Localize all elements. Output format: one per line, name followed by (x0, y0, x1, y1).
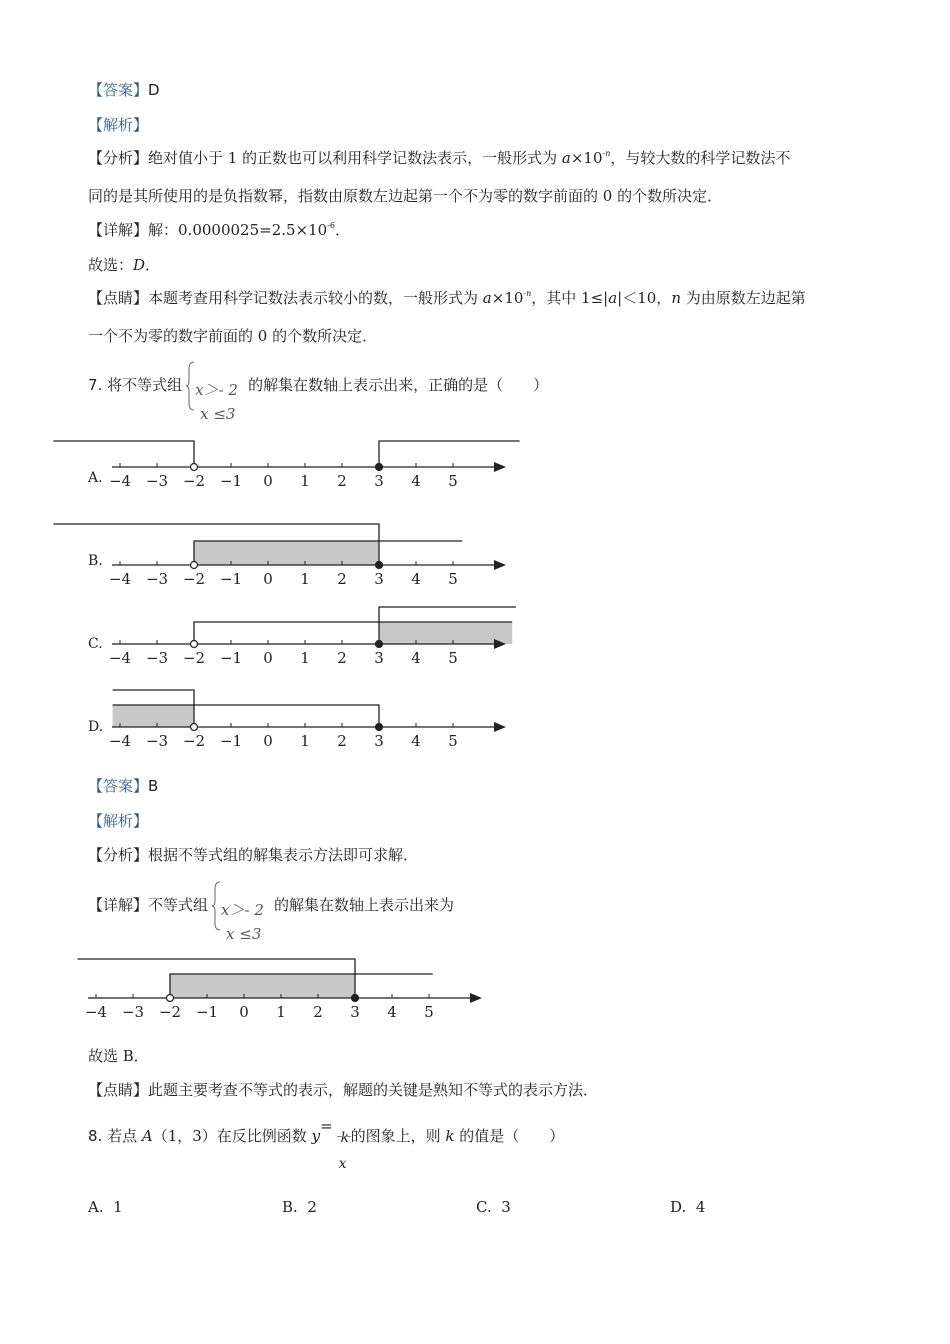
tick-label: −3 (121, 1003, 145, 1021)
closed-endpoint (376, 562, 383, 569)
tick-label: −1 (219, 570, 243, 588)
dianjing-tag: 【点睛】 (88, 289, 149, 307)
axis-arrow-icon (494, 560, 506, 570)
q7-guxuan-line: 故选 B． (88, 1047, 149, 1065)
inequality-2: x ≤3 (200, 405, 236, 423)
tick-label: 5 (448, 649, 458, 667)
option-value: 1 (113, 1198, 123, 1216)
tick-label: 1 (300, 570, 310, 588)
tick-label: 0 (263, 570, 273, 588)
q6-fenxi-line2: 同的是其所使用的是负指数幂，指数由原数左边起第一个不为零的数字前面的 0 的个数所决定． (88, 187, 723, 205)
question-number: 8. (88, 1127, 103, 1145)
period: ． (145, 256, 161, 274)
tick-label: −4 (108, 649, 132, 667)
tick-label: −2 (182, 570, 206, 588)
var-n: n (671, 289, 681, 307)
stem-text: （1，3）在反比例函数 (152, 1127, 312, 1145)
q8-option-b[interactable] (282, 1198, 317, 1216)
fenxi-tag: 【分析】 (88, 846, 149, 864)
tick-label: 1 (276, 1003, 286, 1021)
tick-label: 4 (411, 472, 421, 490)
option-d-label[interactable]: D. (88, 719, 104, 735)
tick-label: 0 (263, 732, 273, 750)
fenxi-text: 绝对值小于 1 的正数也可以利用科学记数法表示，一般形式为 (148, 149, 562, 167)
var-a: a (561, 149, 571, 167)
tick-label: −2 (182, 649, 206, 667)
tick-label: 4 (411, 570, 421, 588)
fenxi-tag: 【分析】 (88, 149, 149, 167)
var-a: a (608, 289, 618, 307)
dianjing-text: |＜10， (617, 289, 672, 307)
closed-endpoint (352, 995, 359, 1002)
fraction-numerator: k (340, 1130, 350, 1146)
q6-dianjing-line2: 一个不为零的数字前面的 0 的个数所决定． (88, 327, 378, 345)
tick-label: −2 (182, 732, 206, 750)
shaded-region (170, 974, 355, 998)
tick-label: 5 (448, 732, 458, 750)
tick-label: 1 (300, 732, 310, 750)
q8-stem (88, 1112, 565, 1172)
open-endpoint (191, 641, 198, 648)
option-value: 2 (307, 1198, 317, 1216)
q8-option-c[interactable] (476, 1198, 511, 1216)
answer-value: B (148, 777, 159, 795)
dianjing-text: 此题主要考查不等式的表示，解题的关键是熟知不等式的表示方法． (148, 1081, 599, 1099)
tick-label: −2 (158, 1003, 182, 1021)
closed-endpoint (376, 464, 383, 471)
tick-label: −4 (108, 570, 132, 588)
tick-label: 2 (337, 732, 347, 750)
q7-fenxi-line (88, 845, 418, 865)
open-endpoint (191, 562, 198, 569)
q8-option-d[interactable] (670, 1198, 705, 1216)
xiangjie-text: 的解集在数轴上表示出来为 (274, 896, 455, 914)
tick-label: 2 (313, 1003, 323, 1021)
number-line-b[interactable] (100, 513, 520, 588)
closed-endpoint (376, 724, 383, 731)
stem-text: 的图象上，则 (350, 1127, 446, 1145)
q7-analysis-tag: 【解析】 (88, 812, 149, 830)
tick-label: 3 (374, 649, 384, 667)
var-y: y (311, 1127, 321, 1145)
period: ． (335, 221, 351, 239)
q6-fenxi-line1 (88, 148, 790, 168)
shaded-region (379, 622, 512, 644)
guxuan-value: D (133, 256, 146, 274)
axis-arrow-icon (494, 722, 506, 732)
stem-text: 将不等式组 (107, 376, 183, 394)
xiangjie-tag: 【详解】 (88, 896, 149, 914)
q8-option-a[interactable] (88, 1198, 123, 1216)
xiangjie-text: 不等式组 (148, 896, 209, 914)
equals-sign: = (320, 1117, 333, 1135)
tick-label: 2 (337, 570, 347, 588)
tick-label: −2 (182, 472, 206, 490)
tick-label: 4 (411, 732, 421, 750)
tick-label: 4 (411, 649, 421, 667)
tick-label: 3 (350, 1003, 360, 1021)
option-label: B. (282, 1198, 298, 1216)
dianjing-text: 本题考查用科学记数法表示较小的数，一般形式为 (148, 289, 483, 307)
dianjing-text: 为由原数左边起第 (680, 289, 806, 307)
fenxi-text: 根据不等式组的解集表示方法即可求解． (148, 846, 419, 864)
option-b-label[interactable]: B. (88, 553, 103, 569)
tick-label: 2 (337, 472, 347, 490)
option-a-label[interactable]: A. (88, 470, 103, 486)
q7-answer-line (88, 776, 158, 796)
q6-guxuan-line (88, 255, 160, 275)
xiangjie-tag: 【详解】 (88, 221, 149, 239)
fraction (333, 1114, 351, 1172)
tick-label: 4 (387, 1003, 397, 1021)
fenxi-text: ，与较大数的科学记数法不 (610, 149, 791, 167)
fraction-bar (337, 1136, 351, 1137)
q6-dianjing-line1 (88, 288, 806, 308)
inequality-2: x ≤3 (226, 925, 262, 943)
tick-label: 5 (424, 1003, 434, 1021)
guxuan-text: 故选： (88, 256, 134, 274)
tick-label: 0 (263, 649, 273, 667)
tick-label: −4 (108, 472, 132, 490)
axis-arrow-icon (494, 462, 506, 472)
fraction-denominator: x (338, 1156, 347, 1172)
q6-xiangjie-line (88, 220, 350, 240)
tick-label: 1 (300, 472, 310, 490)
tick-label: 1 (300, 649, 310, 667)
stem-text: 若点 (107, 1127, 142, 1145)
solution-number-line (76, 950, 496, 1026)
tick-label: 0 (263, 472, 273, 490)
tick-label: −4 (108, 732, 132, 750)
option-value: 4 (695, 1198, 706, 1216)
tick-label: −3 (145, 570, 169, 588)
option-c-label[interactable]: C. (88, 636, 103, 652)
tick-label: −3 (145, 732, 169, 750)
exponent: -6 (327, 221, 336, 230)
q7-xiangjie-line (88, 878, 455, 943)
xiangjie-text: 解：0.0000025=2.5×10 (148, 221, 328, 239)
var-a: a (482, 289, 492, 307)
answer-tag: 【答案】 (88, 777, 149, 795)
axis-arrow-icon (470, 993, 482, 1003)
q6-analysis-tag: 【解析】 (88, 116, 149, 134)
open-endpoint (191, 464, 198, 471)
number-line-d[interactable] (100, 679, 520, 750)
option-label: C. (476, 1198, 492, 1216)
dianjing-text: ，其中 1≤| (531, 289, 609, 307)
question-number: 7. (88, 376, 103, 394)
tick-label: −1 (219, 472, 243, 490)
exponent: -n (523, 289, 532, 298)
number-line-a[interactable] (100, 430, 520, 494)
option-label: A. (88, 1198, 104, 1216)
q7-dianjing-line (88, 1080, 598, 1100)
exponent: -n (602, 149, 611, 158)
tick-label: 5 (448, 472, 458, 490)
q7-stem (88, 358, 549, 423)
number-line-c[interactable] (100, 596, 520, 667)
point-a: A (141, 1127, 153, 1145)
tick-label: 3 (374, 472, 384, 490)
open-endpoint (167, 995, 174, 1002)
shaded-region (113, 705, 194, 727)
dianjing-tag: 【点睛】 (88, 1081, 149, 1099)
tick-label: −1 (219, 649, 243, 667)
option-label: D. (670, 1198, 687, 1216)
solution-bracket (379, 441, 520, 467)
solution-bracket (53, 441, 194, 467)
times-ten: ×10 (570, 149, 603, 167)
tick-label: −1 (219, 732, 243, 750)
inequality-system (212, 881, 270, 943)
inequality-system (186, 361, 244, 423)
tick-label: 3 (374, 732, 384, 750)
shaded-region (194, 541, 379, 565)
tick-label: 2 (337, 649, 347, 667)
option-value: 3 (501, 1198, 511, 1216)
tick-label: −3 (145, 649, 169, 667)
stem-text: 的值是（ ） (454, 1127, 565, 1145)
tick-label: −3 (145, 472, 169, 490)
tick-label: 3 (374, 570, 384, 588)
inequality-1: x＞- 2 (195, 381, 238, 399)
tick-label: −4 (84, 1003, 108, 1021)
answer-value: D (148, 81, 160, 99)
var-k: k (445, 1127, 455, 1145)
closed-endpoint (376, 641, 383, 648)
answer-tag: 【答案】 (88, 81, 149, 99)
tick-label: 5 (448, 570, 458, 588)
times-ten: ×10 (491, 289, 524, 307)
tick-label: 0 (239, 1003, 249, 1021)
inequality-1: x＞- 2 (221, 901, 264, 919)
q6-answer-line (88, 80, 160, 100)
open-endpoint (191, 724, 198, 731)
stem-text: 的解集在数轴上表示出来，正确的是（ ） (248, 376, 549, 394)
tick-label: −1 (195, 1003, 219, 1021)
